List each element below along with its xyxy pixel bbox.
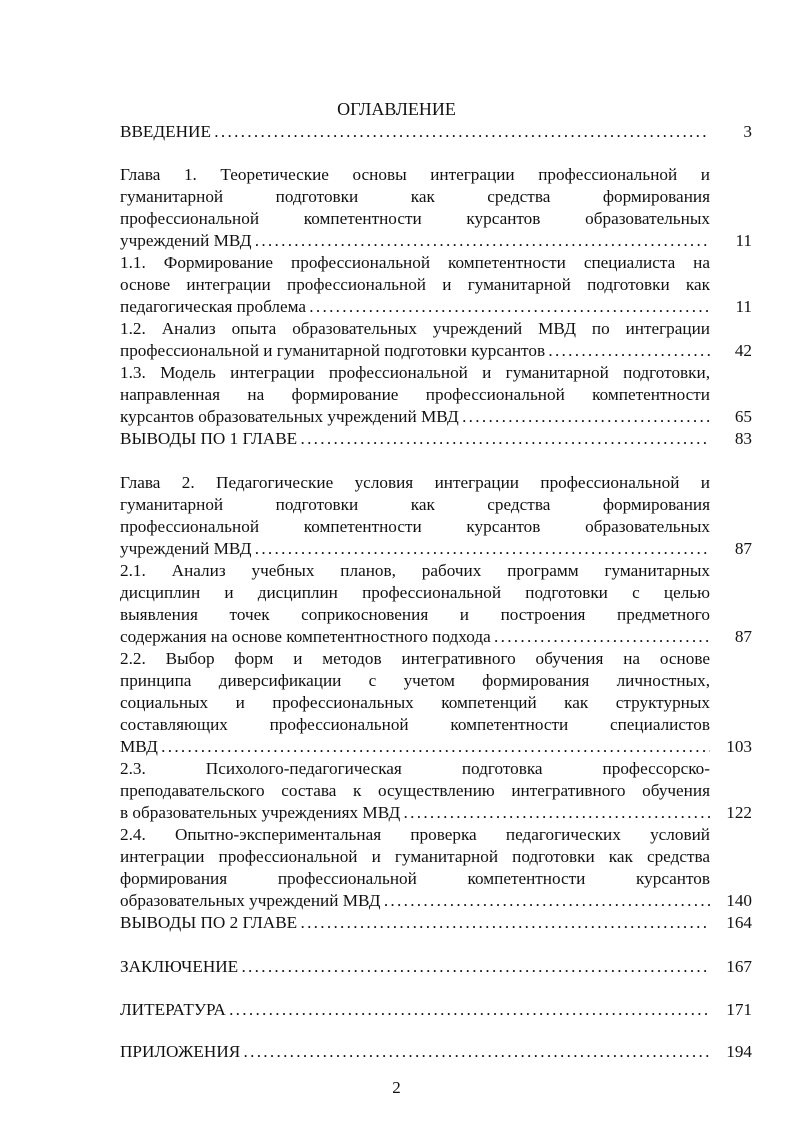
toc-entry-literature[interactable]: ЛИТЕРАТУРА . . . — [120, 999, 710, 1021]
toc-entry-section-1-3[interactable]: курсантов образовательных учреждений МВД . . . — [120, 406, 710, 428]
toc-entry-section-2-3[interactable]: в образовательных учреждениях МВД . . . — [120, 802, 710, 824]
toc-section-2-3-line: преподавательского состава к осуществлению интегративного обучения — [120, 781, 710, 800]
toc-page-number: 42 — [734, 341, 752, 360]
toc-page-number: 3 — [743, 122, 752, 141]
toc-entry-section-2-4[interactable]: образовательных учреждений МВД . . . — [120, 890, 710, 912]
toc-chapter-2-line: профессиональной компетентности курсантов образовательных — [120, 517, 710, 536]
toc-page-number: 140 — [726, 891, 752, 910]
toc-section-1-3-line: направленная на формирование профессиональной компетентности — [120, 385, 710, 404]
toc-entry-section-2-1[interactable]: содержания на основе компетентностного подхода . . . — [120, 626, 710, 648]
toc-section-1-2-line: 1.2. Анализ опыта образовательных учреждений МВД по интеграции — [120, 319, 710, 338]
toc-chapter-2-line: гуманитарной подготовки как средства формирования — [120, 495, 710, 514]
toc-page-number: 11 — [735, 297, 752, 316]
toc-page-number: 194 — [726, 1042, 752, 1061]
toc-entry-conclusions-2[interactable]: ВЫВОДЫ ПО 2 ГЛАВЕ . . . — [120, 912, 710, 934]
toc-entry-section-1-2[interactable]: профессиональной и гуманитарной подготовки курсантов . . . — [120, 340, 710, 362]
toc-page-number: 65 — [734, 407, 752, 426]
toc-entry-section-1-1[interactable]: педагогическая проблема . . . — [120, 296, 710, 318]
toc-entry-conclusions-1[interactable]: ВЫВОДЫ ПО 1 ГЛАВЕ . . . — [120, 428, 710, 450]
toc-entry-appendix[interactable]: ПРИЛОЖЕНИЯ . . . — [120, 1041, 710, 1063]
toc-title: ОГЛАВЛЕНИЕ — [337, 99, 456, 119]
toc-entry-chapter-2[interactable]: учреждений МВД . . . — [120, 538, 710, 560]
toc-section-2-1-line: дисциплин и дисциплин профессиональной подготовки с целью — [120, 583, 710, 602]
toc-entry-intro[interactable] — [120, 121, 710, 143]
toc-section-2-2-line: социальных и профессиональных компетенций как структурных — [120, 693, 710, 712]
toc-chapter-1-line: гуманитарной подготовки как средства формирования — [120, 187, 710, 206]
toc-page-number: 83 — [734, 429, 752, 448]
toc-chapter-2-line: Глава 2. Педагогические условия интеграции профессиональной и — [120, 473, 710, 492]
toc-page-number: 11 — [735, 231, 752, 250]
toc-section-2-4-line: формирования профессиональной компетентности курсантов — [120, 869, 710, 888]
toc-section-2-4-line: 2.4. Опытно-экспериментальная проверка педагогических условий — [120, 825, 710, 844]
toc-section-2-3-line: 2.3. Психолого-педагогическая подготовка профессорско- — [120, 759, 710, 778]
toc-entry-chapter-1[interactable]: учреждений МВД . . . — [120, 230, 710, 252]
toc-section-2-1-line: выявления точек соприкосновения и построения предметного — [120, 605, 710, 624]
toc-section-2-2-line: 2.2. Выбор форм и методов интегративного обучения на основе — [120, 649, 710, 668]
toc-entry-section-2-2[interactable]: МВД . . . — [120, 736, 710, 758]
toc-chapter-1-line: профессиональной компетентности курсантов образовательных — [120, 209, 710, 228]
toc-page-number: 164 — [726, 913, 752, 932]
toc-section-1-1-line: 1.1. Формирование профессиональной компетентности специалиста на — [120, 253, 710, 272]
toc-page-number: 87 — [734, 539, 752, 558]
toc-page-number: 103 — [726, 737, 752, 756]
toc-section-2-2-line: принципа диверсификации с учетом формирования личностных, — [120, 671, 710, 690]
toc-page-number: 167 — [726, 957, 752, 976]
toc-section-1-1-line: основе интеграции профессиональной и гуманитарной подготовки как — [120, 275, 710, 294]
toc-section-2-4-line: интеграции профессиональной и гуманитарной подготовки как средства — [120, 847, 710, 866]
toc-page-number: 122 — [726, 803, 752, 822]
toc-page-number: 87 — [734, 627, 752, 646]
toc-entry-conclusion[interactable]: ЗАКЛЮЧЕНИЕ . . . — [120, 956, 710, 978]
toc-section-1-3-line: 1.3. Модель интеграции профессиональной и гуманитарной подготовки, — [120, 363, 710, 382]
page-number: 2 — [392, 1078, 401, 1097]
toc-chapter-1-line: Глава 1. Теоретические основы интеграции профессиональной и — [120, 165, 710, 184]
toc-page-number: 171 — [726, 1000, 752, 1019]
toc-section-2-2-line: составляющих профессиональной компетентности специалистов — [120, 715, 710, 734]
toc-entry-label: ВВЕДЕНИЕ . . . — [120, 121, 710, 143]
toc-section-2-1-line: 2.1. Анализ учебных планов, рабочих программ гуманитарных — [120, 561, 710, 580]
